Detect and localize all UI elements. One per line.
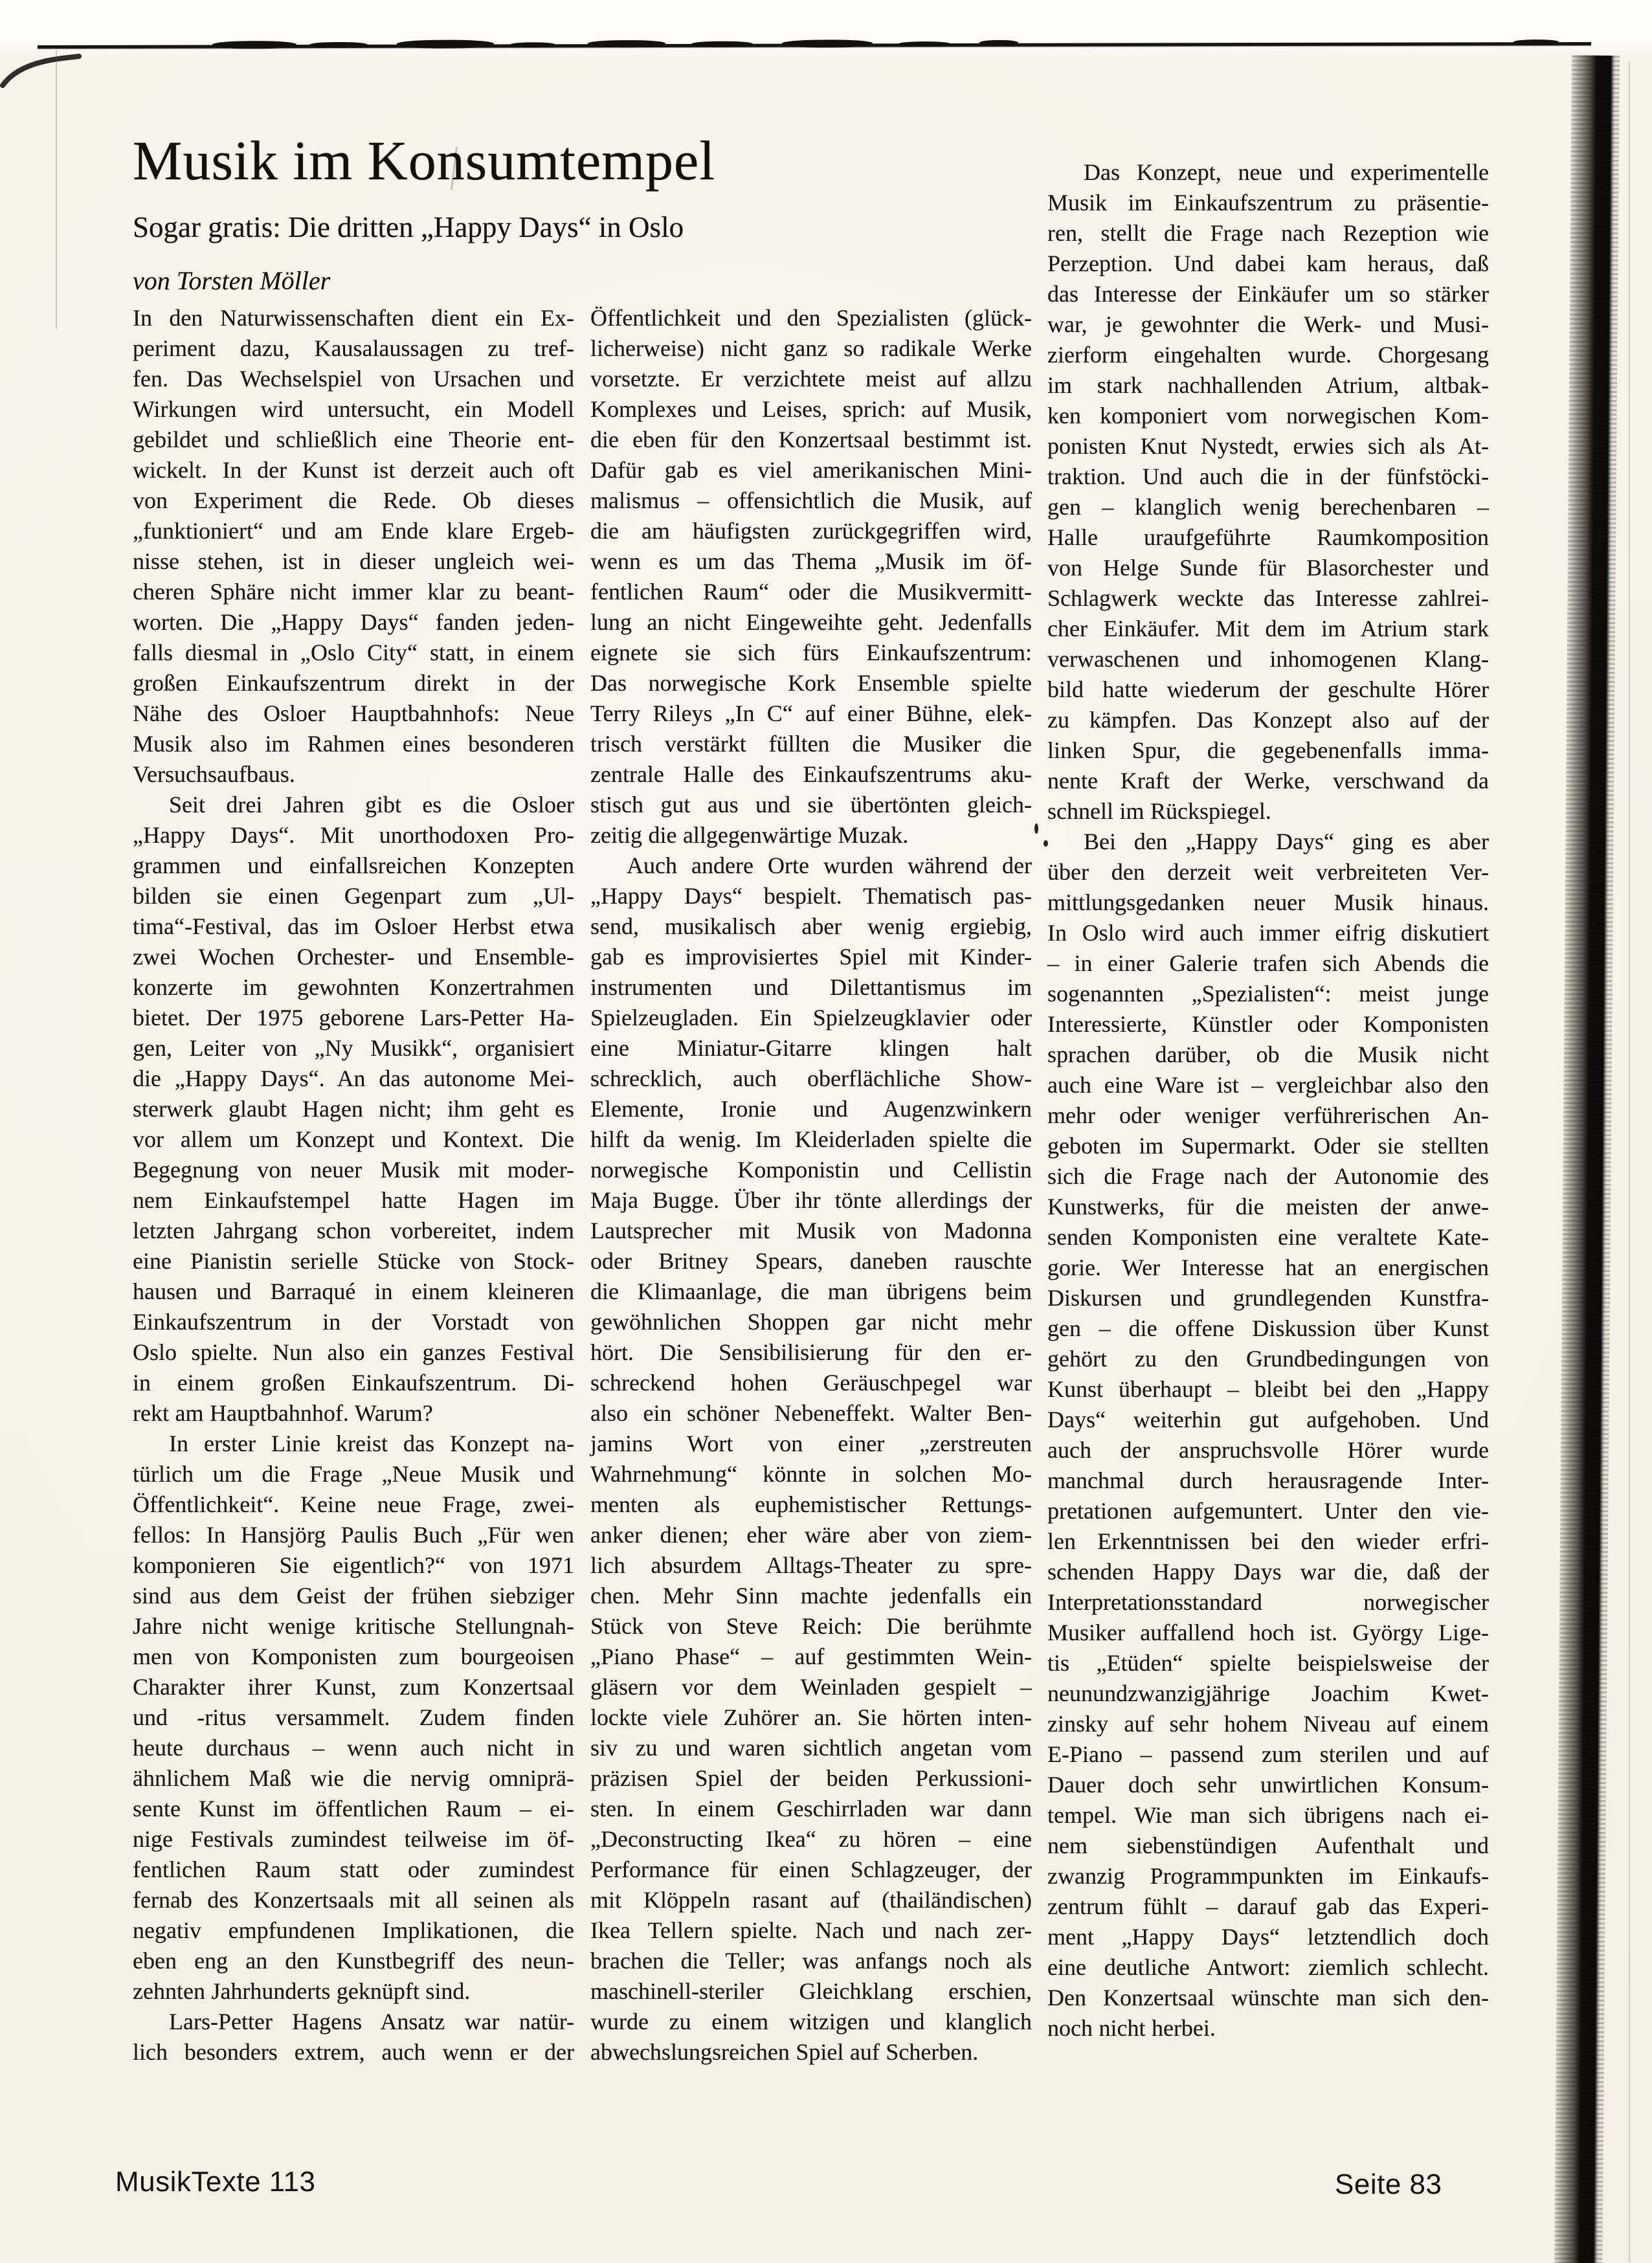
text-line: cher Einkäufer. Mit dem im Atrium stark <box>1047 616 1489 641</box>
text-line: Charakter ihrer Kunst, zum Konzertsaal <box>133 1674 574 1700</box>
text-line: über den derzeit weit verbreiteten Ver- <box>1047 859 1489 885</box>
text-line: gebildet und schließlich eine Theorie ent- <box>133 427 574 452</box>
text-line: die eben für den Konzertsaal bestimmt ist. <box>590 427 1032 452</box>
text-line: in einem großen Einkaufszentrum. Di- <box>133 1370 574 1396</box>
text-line: nem Einkaufstempel hatte Hagen im <box>133 1187 574 1213</box>
paragraph <box>590 851 1032 2068</box>
scan-spine-shadow <box>1554 55 1620 2263</box>
text-line: eine deutliche Antwort: ziemlich schlecht. <box>1047 1954 1489 1980</box>
text-line: Musik im Einkaufszentrum zu präsentie- <box>1047 190 1489 216</box>
text-line: sind aus dem Geist der frühen siebziger <box>133 1583 574 1609</box>
text-line: maschinell-steriler Gleichklang erschien, <box>590 1978 1032 2004</box>
text-line: worten. Die „Happy Days“ fanden jeden- <box>133 609 574 635</box>
text-line: eine Pianistin serielle Stücke von Stock- <box>133 1248 574 1274</box>
article-header <box>133 127 1032 296</box>
text-line: falls diesmal in „Oslo City“ statt, in einem <box>133 640 574 665</box>
text-line: vor allem um Konzept und Kontext. Die <box>133 1126 574 1152</box>
text-line: – in einer Galerie trafen sich Abends die <box>1047 950 1489 976</box>
text-line: gehört zu den Grundbedingungen von <box>1047 1346 1489 1372</box>
text-line: malismus – offensichtlich die Musik, auf <box>590 487 1032 513</box>
text-line: men von Komponisten zum bourgeoisen <box>133 1644 574 1669</box>
text-line: eignete sie sich fürs Einkaufszentrum: <box>590 640 1032 665</box>
text-line: gorie. Wer Interesse hat an energischen <box>1047 1254 1489 1280</box>
text-line: instrumenten und Dilettantismus im <box>590 974 1032 1000</box>
text-line: grammen und einfallsreichen Konzepten <box>133 853 574 878</box>
text-line: gen – die offene Diskussion über Kunst <box>1047 1315 1489 1341</box>
text-line: Elemente, Ironie und Augenzwinkern <box>590 1096 1032 1122</box>
scan-page-left-edge <box>56 50 57 329</box>
article-column-3 <box>1047 157 1489 2044</box>
text-line: zwei Wochen Orchester- und Ensemble- <box>133 944 574 970</box>
text-line: periment dazu, Kausalaussagen zu tref- <box>133 335 574 361</box>
text-line: fentlichen Raum“ oder die Musikvermitt- <box>590 579 1032 605</box>
text-line: licherweise) nicht ganz so radikale Werke <box>590 335 1032 361</box>
text-line: In erster Linie kreist das Konzept na- <box>169 1431 574 1456</box>
text-line: ponisten Knut Nystedt, erwies sich als At- <box>1047 433 1489 459</box>
text-line: zentrum fühlt – darauf gab das Experi- <box>1047 1893 1489 1919</box>
scan-page-right-edge <box>1629 61 1630 2262</box>
paragraph <box>1047 827 1489 2044</box>
text-line: brachen die Teller; was anfangs noch als <box>590 1948 1032 1974</box>
text-line: Ikea Tellern spielte. Nach und nach zer- <box>590 1917 1032 1943</box>
text-line: jamins Wort von einer „zerstreuten <box>590 1431 1032 1456</box>
text-line: eben eng an den Kunstbegriff des neun- <box>133 1948 574 1974</box>
text-line: Auch andere Orte wurden während der <box>627 853 1032 878</box>
text-line: schreckend hohen Geräuschpegel war <box>590 1370 1032 1396</box>
text-line: das Interesse der Einkäufer um so stärker <box>1047 281 1489 307</box>
text-line: Dafür gab es viel amerikanischen Mini- <box>590 457 1032 483</box>
text-line: hilft da wenig. Im Kleiderladen spielte die <box>590 1126 1032 1152</box>
text-line: Versuchsaufbaus. <box>133 761 295 787</box>
text-line: schenden Happy Days war die, daß der <box>1047 1559 1489 1585</box>
text-line: Perzeption. Und dabei kam heraus, daß <box>1047 251 1489 276</box>
text-line: Öffentlichkeit“. Keine neue Frage, zwei- <box>133 1491 574 1517</box>
text-line: zwanzig Programmpunkten im Einkaufs- <box>1047 1863 1489 1889</box>
text-line: lich absurdem Alltags-Theater zu spre- <box>590 1552 1032 1578</box>
text-line: senden Komponisten eine veraltete Kate- <box>1047 1224 1489 1250</box>
text-line: zentrale Halle des Einkaufszentrums aku- <box>590 761 1032 787</box>
text-line: die Klimaanlage, die man übrigens beim <box>590 1278 1032 1304</box>
text-line: ment „Happy Days“ letztendlich doch <box>1047 1924 1489 1950</box>
text-line: sprachen darüber, ob die Musik nicht <box>1047 1042 1489 1067</box>
paragraph <box>590 303 1032 851</box>
text-line: sogenannten „Spezialisten“: meist junge <box>1047 981 1489 1007</box>
text-line: Komplexes und Leises, sprich: auf Musik, <box>590 396 1032 422</box>
text-line: lich besonders extrem, auch wenn er der <box>133 2039 574 2065</box>
text-line: Oslo spielte. Nun also ein ganzes Festival <box>133 1339 574 1365</box>
text-line: zu kämpfen. Das Konzept also auf der <box>1047 707 1489 733</box>
text-line: eine Miniatur-Gitarre klingen halt <box>590 1035 1032 1061</box>
text-line: sente Kunst im öffentlichen Raum – ei- <box>133 1796 574 1822</box>
text-line: Spielzeugladen. Ein Spielzeugklavier oder <box>590 1005 1032 1031</box>
text-line: geboten im Supermarkt. Oder sie stellten <box>1047 1133 1489 1159</box>
text-line: Begegnung von neuer Musik mit moder- <box>133 1157 574 1183</box>
text-line: E-Piano – passend zum sterilen und auf <box>1047 1741 1489 1767</box>
text-line: neunundzwanzigjährige Joachim Kwet- <box>1047 1680 1489 1706</box>
text-line: tis „Etüden“ spielte beispielsweise der <box>1047 1650 1489 1676</box>
text-line: gab es improvisiertes Spiel mit Kinder- <box>590 944 1032 970</box>
text-line: Wirkungen wird untersucht, ein Modell <box>133 396 574 422</box>
text-line: nem siebenstündigen Aufenthalt und <box>1047 1833 1489 1858</box>
text-line: anker dienen; eher wäre aber von ziem- <box>590 1522 1032 1548</box>
text-line: zeitig die allgegenwärtige Muzak. <box>590 822 909 848</box>
text-line: chen. Mehr Sinn machte jedenfalls ein <box>590 1583 1032 1609</box>
paragraph <box>133 790 574 1429</box>
text-line: noch nicht herbei. <box>1047 2015 1216 2041</box>
text-line: Nähe des Osloer Hauptbahnhofs: Neue <box>133 700 574 726</box>
text-line: In den Naturwissenschaften dient ein Ex- <box>133 305 574 331</box>
text-line: wickelt. In der Kunst ist derzeit auch oft <box>133 457 574 483</box>
text-line: schrecklich, auch oberflächliche Show- <box>590 1065 1032 1091</box>
text-line: Terry Rileys „In C“ auf einer Bühne, elek- <box>590 700 1032 726</box>
text-line: fentlichen Raum statt oder zumindest <box>133 1856 574 1882</box>
text-line: negativ empfundenen Implikationen, die <box>133 1917 574 1943</box>
text-line: manchmal durch herausragende Inter- <box>1047 1467 1489 1493</box>
text-line: wurde zu einem witzigen und klanglich <box>590 2009 1032 2034</box>
text-line: fernab des Konzertsaals mit all seinen als <box>133 1887 574 1913</box>
paragraph <box>133 2007 574 2068</box>
text-line: fellos: In Hansjörg Paulis Buch „Für wen <box>133 1522 574 1548</box>
text-line: Halle uraufgeführte Raumkomposition <box>1047 524 1489 550</box>
text-line: präzisen Spiel der beiden Perkussioni- <box>590 1765 1032 1791</box>
text-line: linken Spur, die gegebenenfalls imma- <box>1047 737 1489 763</box>
text-line: fen. Das Wechselspiel von Ursachen und <box>133 366 574 392</box>
text-line: die „Happy Days“. An das autonome Mei- <box>133 1065 574 1091</box>
text-line: hausen und Barraqué in einem kleineren <box>133 1278 574 1304</box>
text-line: Musiker auffallend hoch ist. György Lige- <box>1047 1620 1489 1645</box>
text-line: Seit drei Jahren gibt es die Osloer <box>169 792 574 818</box>
text-line: Das norwegische Kork Ensemble spielte <box>590 670 1032 696</box>
text-line: sten. In einem Geschirrladen war dann <box>590 1796 1032 1822</box>
text-line: auch der anspruchsvolle Hörer wurde <box>1047 1437 1489 1463</box>
text-line: ähnlichem Maß wie die nervig omniprä- <box>133 1765 574 1791</box>
text-line: also ein schöner Nebeneffekt. Walter Ben- <box>590 1400 1032 1426</box>
text-line: abwechslungsreichen Spiel auf Scherben. <box>590 2039 979 2065</box>
text-line: lung an nicht Eingeweihte geht. Jedenfalls <box>590 609 1032 635</box>
scan-top-edge-line <box>38 42 1591 49</box>
text-line: ren, stellt die Frage nach Rezeption wie <box>1047 220 1489 246</box>
text-line: Bei den „Happy Days“ ging es aber <box>1084 829 1489 854</box>
text-line: Kunstwerks, für die meisten der anwe- <box>1047 1194 1489 1220</box>
text-line: Days“ weiterhin gut aufgehoben. Und <box>1047 1407 1489 1432</box>
text-line: Öffentlichkeit und den Spezialisten (glück- <box>590 305 1032 331</box>
text-line: Diskursen und grundlegenden Kunstfra- <box>1047 1285 1489 1311</box>
text-line: Einkaufszentrum in der Vorstadt von <box>133 1309 574 1335</box>
text-line: von Helge Sunde für Blasorchester und <box>1047 555 1489 581</box>
text-line: bild hatte wiederum der geschulte Hörer <box>1047 676 1489 702</box>
text-line: „funktioniert“ und am Ende klare Ergeb- <box>133 518 574 544</box>
text-line: Interpretationsstandard norwegischer <box>1047 1589 1489 1615</box>
text-line: konzerte im gewohnten Konzertrahmen <box>133 974 574 1000</box>
text-line: Stück von Steve Reich: Die berühmte <box>590 1613 1032 1639</box>
text-line: hört. Die Sensibilisierung für den er- <box>590 1339 1032 1365</box>
text-line: und -ritus versammelt. Zudem finden <box>133 1704 574 1730</box>
journal-title-footer: MusikTexte 113 <box>115 2166 316 2198</box>
text-line: zierform eingehalten wurde. Chorgesang <box>1047 342 1489 368</box>
text-line: Den Konzertsaal wünschte man sich den- <box>1047 1985 1489 2011</box>
text-line: Das Konzept, neue und experimentelle <box>1084 159 1489 185</box>
text-line: bilden sie einen Gegenpart zum „Ul- <box>133 883 574 909</box>
text-line: zehnten Jahrhunderts geknüpft sind. <box>133 1978 471 2004</box>
text-line: von Experiment die Rede. Ob dieses <box>133 487 574 513</box>
text-line: „Piano Phase“ – auf gestimmten Wein- <box>590 1644 1032 1669</box>
text-line: Maja Bugge. Über ihr tönte allerdings der <box>590 1187 1032 1213</box>
text-line: „Happy Days“. Mit unorthodoxen Pro- <box>133 822 574 848</box>
text-line: vorsetzte. Er verzichtete meist auf allzu <box>590 366 1032 392</box>
text-line: nente Kraft der Werke, verschwand da <box>1047 768 1489 794</box>
text-line: rekt am Hauptbahnhof. Warum? <box>133 1400 433 1426</box>
text-line: mittlungsgedanken neuer Musik hinaus. <box>1047 889 1489 915</box>
text-line: komponieren Sie eigentlich?“ von 1971 <box>133 1552 574 1578</box>
text-line: verwaschenen und inhomogenen Klang- <box>1047 646 1489 672</box>
text-line: gewöhnlichen Shoppen gar nicht mehr <box>590 1309 1032 1335</box>
text-line: „Happy Days“ bespielt. Thematisch pas- <box>590 883 1032 909</box>
text-line: Kunst überhaupt – bleibt bei den „Happy <box>1047 1376 1489 1402</box>
text-line: gen, Leiter von „Ny Musikk“, organisiert <box>133 1035 574 1061</box>
text-line: heute durchaus – wenn auch nicht in <box>133 1735 574 1761</box>
text-line: tempel. Wie man sich übrigens nach ei- <box>1047 1802 1489 1828</box>
text-line: türlich um die Frage „Neue Musik und <box>133 1461 574 1487</box>
text-line: war, je gewohnter die Werk- und Musi- <box>1047 311 1489 337</box>
text-line: Musik also im Rahmen eines besonderen <box>133 731 574 757</box>
text-line: mehr oder weniger verführerischen An- <box>1047 1102 1489 1128</box>
paragraph <box>133 303 574 790</box>
text-line: gen – klanglich wenig berechenbaren – <box>1047 494 1489 520</box>
text-line: die am häufigsten zurückgegriffen wird, <box>590 518 1032 544</box>
article-subtitle: Sogar gratis: Die dritten „Happy Days“ in Oslo <box>133 211 684 243</box>
text-line: nige Festivals zumindest teilweise im öf- <box>133 1826 574 1852</box>
text-line: bietet. Der 1975 geborene Lars-Petter Ha- <box>133 1005 574 1031</box>
text-line: stisch gut aus und sie übertönten gleich- <box>590 792 1032 818</box>
article-column-2 <box>590 303 1032 2068</box>
text-line: siv zu und waren sichtlich angetan vom <box>590 1735 1032 1761</box>
paragraph <box>133 1429 574 2007</box>
article-title: Musik im Konsumtempel <box>133 129 716 192</box>
text-line: schnell im Rückspiegel. <box>1047 798 1271 824</box>
text-line: len Erkenntnissen bei den wieder erfri- <box>1047 1528 1489 1554</box>
text-line: zinsky auf sehr hohem Niveau auf einem <box>1047 1711 1489 1737</box>
text-line: pretationen aufgemuntert. Unter den vie- <box>1047 1498 1489 1524</box>
text-line: menten als euphemistischer Rettungs- <box>590 1491 1032 1517</box>
article-author: von Torsten Möller <box>133 266 331 295</box>
text-line: Performance für einen Schlagzeuger, der <box>590 1856 1032 1882</box>
text-line: wenn es um das Thema „Musik im öf- <box>590 548 1032 574</box>
text-line: ken komponiert vom norwegischen Kom- <box>1047 403 1489 429</box>
text-line: norwegische Komponistin und Cellistin <box>590 1157 1032 1183</box>
text-line: In Oslo wird auch immer eifrig diskutiert <box>1047 920 1489 946</box>
article-column-1 <box>133 303 574 2068</box>
text-line: oder Britney Spears, daneben rauschte <box>590 1248 1032 1274</box>
text-line: cheren Sphäre nicht immer klar zu beant- <box>133 579 574 605</box>
text-line: sich die Frage nach der Autonomie des <box>1047 1163 1489 1189</box>
text-line: Dauer doch sehr unwirtlichen Konsum- <box>1047 1772 1489 1798</box>
text-line: Jahre nicht wenige kritische Stellungnah- <box>133 1613 574 1639</box>
page-number: Seite 83 <box>1335 2168 1442 2200</box>
text-line: trisch verstärkt füllten die Musiker die <box>590 731 1032 757</box>
text-line: gläsern vor dem Weinladen gespielt – <box>590 1674 1032 1700</box>
text-line: Wahrnehmung“ könnte in solchen Mo- <box>590 1461 1032 1487</box>
text-line: letzten Jahrgang schon vorbereitet, indem <box>133 1218 574 1243</box>
text-line: auch eine Ware ist – vergleichbar also den <box>1047 1072 1489 1098</box>
text-line: Lautsprecher mit Musik von Madonna <box>590 1218 1032 1243</box>
text-line: „Deconstructing Ikea“ zu hören – eine <box>590 1826 1032 1852</box>
text-line: lockte viele Zuhörer an. Sie hörten inten- <box>590 1704 1032 1730</box>
text-line: send, musikalisch aber wenig ergiebig, <box>590 913 1032 939</box>
text-line: großen Einkaufszentrum direkt in der <box>133 670 574 696</box>
pen-mark-icon <box>0 39 84 97</box>
text-line: Schlagwerk weckte das Interesse zahlrei- <box>1047 585 1489 611</box>
text-line: tima“-Festival, das im Osloer Herbst etwa <box>133 913 574 939</box>
text-line: sterwerk glaubt Hagen nicht; ihm geht es <box>133 1096 574 1122</box>
text-line: mit Klöppeln rasant auf (thailändischen) <box>590 1887 1032 1913</box>
text-line: traktion. Und auch die in der fünfstöcki- <box>1047 463 1489 489</box>
paragraph <box>1047 157 1489 827</box>
text-line: Interessierte, Künstler oder Komponisten <box>1047 1011 1489 1037</box>
text-line: im stark nachhallenden Atrium, altbak- <box>1047 372 1489 398</box>
text-line: Lars-Petter Hagens Ansatz war natür- <box>169 2009 574 2034</box>
text-line: nisse stehen, ist in dieser ungleich wei- <box>133 548 574 574</box>
